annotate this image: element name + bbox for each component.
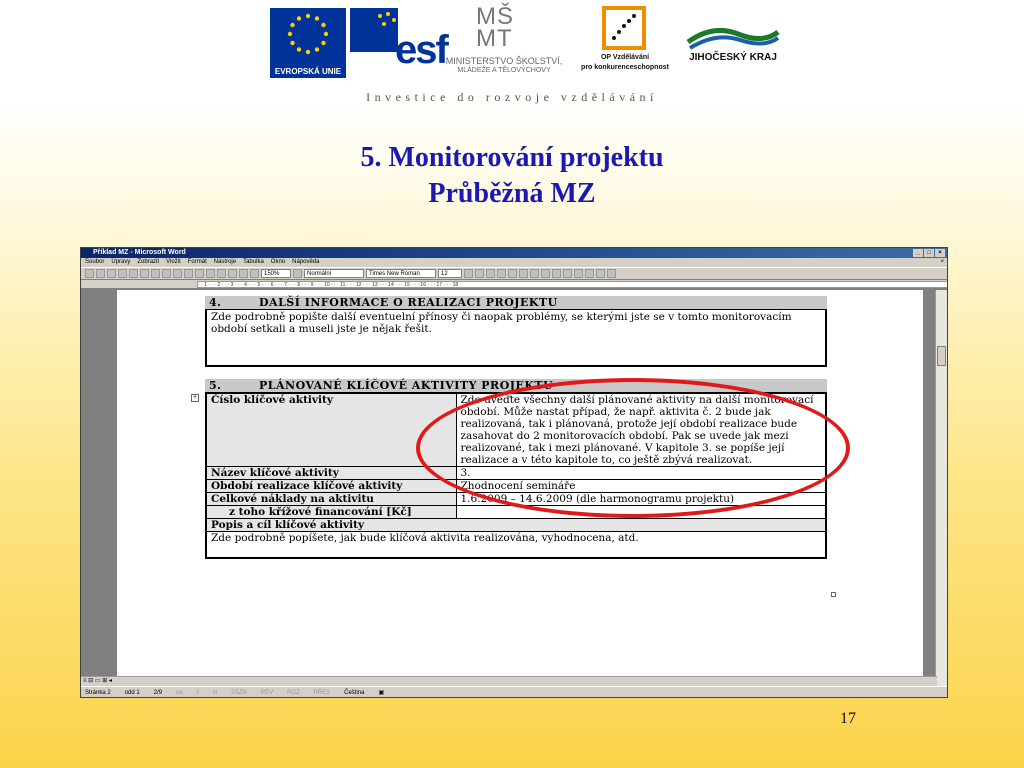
menu-format[interactable]: Formát (187, 259, 207, 265)
drawing-icon[interactable] (239, 269, 248, 278)
jck-wave-icon (678, 22, 788, 50)
row-value-cislo[interactable]: Zde uveďte všechny další plánované aktivity na další monitorovací období. Může nastat případ, že např. aktivita č. 2 bude jak realizovaná, tak i plánovaná, protože její období realizace bude zasahovat do 2 monitorovacích období. Pak se uvede jak mezi realizované, tak i mezi plánované. V kapitole 3. se popíše její realizace a v této kapitole to, co ještě zbývá realizovat. (456, 393, 826, 467)
help-icon[interactable] (293, 269, 302, 278)
table-row (206, 532, 826, 558)
status-page: Stránka 2 (85, 690, 111, 696)
slide-title (0, 140, 1024, 212)
maximize-button[interactable]: □ (924, 249, 934, 257)
table-icon[interactable] (217, 269, 226, 278)
msmt-mark: MŠ MT (476, 3, 514, 52)
document-close-icon[interactable]: × (940, 259, 944, 265)
paste-icon[interactable] (173, 269, 182, 278)
table-row (206, 519, 826, 532)
bullets-icon[interactable] (552, 269, 561, 278)
status-ovr: PŘES (313, 690, 331, 696)
bold-icon[interactable] (464, 269, 473, 278)
close-button[interactable]: × (935, 249, 945, 257)
row-label-cislo[interactable]: Číslo klíčové aktivity (206, 393, 456, 467)
status-at: na (176, 690, 183, 696)
print-preview-icon[interactable] (129, 269, 138, 278)
redo-icon[interactable] (195, 269, 204, 278)
esf-logo (350, 8, 447, 78)
font-color-icon[interactable] (607, 269, 616, 278)
underline-icon[interactable] (486, 269, 495, 278)
msmt-logo (434, 4, 574, 78)
row-label-obdobi[interactable]: Období realizace klíčové aktivity (206, 480, 456, 493)
increase-indent-icon[interactable] (574, 269, 583, 278)
row-value-popis[interactable]: Zde podrobně popíšete, jak bude klíčová aktivita realizována, vyhodnocena, atd. (206, 532, 826, 558)
esf-text: esf (395, 28, 447, 72)
numbering-icon[interactable] (541, 269, 550, 278)
eu-flag-logo (270, 8, 346, 78)
logo-strip (268, 4, 788, 78)
align-center-icon[interactable] (508, 269, 517, 278)
print-icon[interactable] (118, 269, 127, 278)
row-label-popis[interactable]: Popis a cíl klíčové aktivity (206, 519, 826, 532)
highlight-icon[interactable] (596, 269, 605, 278)
horizontal-scrollbar[interactable] (81, 676, 937, 686)
paragraph-mark-icon[interactable] (250, 269, 259, 278)
decrease-indent-icon[interactable] (563, 269, 572, 278)
ruler[interactable] (81, 280, 947, 289)
justify-icon[interactable] (530, 269, 539, 278)
highlight-ellipse (416, 378, 850, 518)
style-select[interactable]: Normální (304, 269, 364, 278)
hyperlink-icon[interactable] (206, 269, 215, 278)
menu-vlozit[interactable]: Vložit (166, 259, 181, 265)
spelling-status-icon[interactable]: ▣ (378, 690, 385, 696)
jihocesky-kraj-logo (678, 22, 788, 78)
msmt-line1: MINISTERSTVO ŠKOLSTVÍ, (445, 56, 563, 66)
opvk-line1: OP Vzdělávání (600, 54, 650, 61)
table-move-handle-icon[interactable]: + (192, 394, 198, 401)
columns-icon[interactable] (228, 269, 237, 278)
row-value-nazev[interactable]: 3. (456, 467, 826, 480)
table-resize-handle-icon[interactable] (831, 592, 836, 597)
align-left-icon[interactable] (497, 269, 506, 278)
word-window-title: Příklad MZ - Microsoft Word (93, 249, 186, 256)
slide-title-line2: Průběžná MZ (428, 178, 596, 209)
status-rec: ZÁZN (231, 690, 247, 696)
row-label-krizove[interactable]: z toho křížové financování [Kč] (206, 506, 456, 519)
ruler-scale: · · 1 · · · 2 · · · 3 · · · 4 · · · 5 · · · 6 · · · 7 · · · 8 · · · 9 · · · 10 · · · 11 · · · 12 · · · 13 · · · 14 · · · 15 · · · 16 · · · 17 · · · 18 (197, 281, 948, 288)
copy-icon[interactable] (162, 269, 171, 278)
menu-bar (81, 258, 947, 267)
font-size-select[interactable]: 12 (438, 269, 462, 278)
menu-zobrazit[interactable]: Zobrazit (137, 259, 160, 265)
status-language: Čeština (344, 690, 365, 696)
menu-soubor[interactable]: Soubor (85, 259, 105, 265)
menu-tabulka[interactable]: Tabulka (243, 259, 264, 265)
scroll-thumb[interactable] (937, 346, 946, 366)
section5-title: PLÁNOVANÉ KLÍČOVÉ AKTIVITY PROJEKTU (259, 379, 554, 392)
section4-title: DALŠÍ INFORMACE O REALIZACI PROJEKTU (259, 296, 558, 309)
view-buttons-icon[interactable]: ≡ ⊟ ▭ ⊞ ◂ (83, 678, 112, 684)
row-value-naklady[interactable]: 1.6.2009 – 14.6.2009 (dle harmonogramu projektu) (456, 493, 826, 506)
row-label-nazev[interactable]: Název klíčové aktivity (206, 467, 456, 480)
status-pages: 2/9 (153, 690, 163, 696)
opvk-line2: pro konkurenceschopnost (581, 64, 669, 71)
italic-icon[interactable] (475, 269, 484, 278)
window-controls (913, 249, 945, 257)
zoom-select[interactable]: 150% (261, 269, 291, 278)
row-label-naklady[interactable]: Celkové náklady na aktivitu (206, 493, 456, 506)
menu-upravy[interactable]: Úpravy (111, 259, 131, 265)
eu-stars-icon (283, 12, 333, 58)
section5-number: 5. (209, 379, 222, 392)
cut-icon[interactable] (151, 269, 160, 278)
align-right-icon[interactable] (519, 269, 528, 278)
open-icon[interactable] (96, 269, 105, 278)
slide-title-line1: 5. Monitorování projektu (360, 142, 664, 173)
opvk-logo (580, 4, 670, 78)
menu-nastroje[interactable]: Nástroje (213, 259, 237, 265)
eu-caption: EVROPSKÁ UNIE (274, 67, 342, 76)
section4-text[interactable]: Zde podrobně popište další eventuelní přínosy či naopak problémy, se kterými jste se v tomto monitorovacím období setkali a museli jste je nějak řešit. (205, 309, 827, 367)
save-icon[interactable] (107, 269, 116, 278)
borders-icon[interactable] (585, 269, 594, 278)
status-section: odd 1 (124, 690, 140, 696)
status-ext: ROZ (287, 690, 300, 696)
section4-number: 4. (209, 296, 222, 309)
tagline: Investice do rozvoje vzdělávání (366, 90, 658, 104)
slide-page-number: 17 (840, 710, 856, 727)
menu-napoveda[interactable]: Nápověda (292, 259, 320, 265)
undo-icon[interactable] (184, 269, 193, 278)
toolbar (81, 267, 947, 280)
status-col: sl (212, 690, 218, 696)
minimize-button[interactable]: _ (913, 249, 923, 257)
spelling-icon[interactable] (140, 269, 149, 278)
menu-okno[interactable]: Okno (270, 259, 286, 265)
status-rev: REV (260, 690, 274, 696)
opvk-emblem-icon (602, 6, 646, 50)
row-value-obdobi[interactable]: Zhodnocení semináře (456, 480, 826, 493)
msmt-line2: MLÁDEŽE A TĚLOVÝCHOVY (457, 67, 551, 74)
vertical-scrollbar[interactable] (935, 290, 947, 686)
word-titlebar (81, 248, 947, 258)
section4-header (205, 296, 827, 309)
new-document-icon[interactable] (85, 269, 94, 278)
status-line: ř (196, 690, 199, 696)
jck-text: JIHOČESKÝ KRAJ (689, 52, 777, 63)
font-select[interactable]: Times New Roman (366, 269, 436, 278)
status-bar (81, 686, 948, 698)
